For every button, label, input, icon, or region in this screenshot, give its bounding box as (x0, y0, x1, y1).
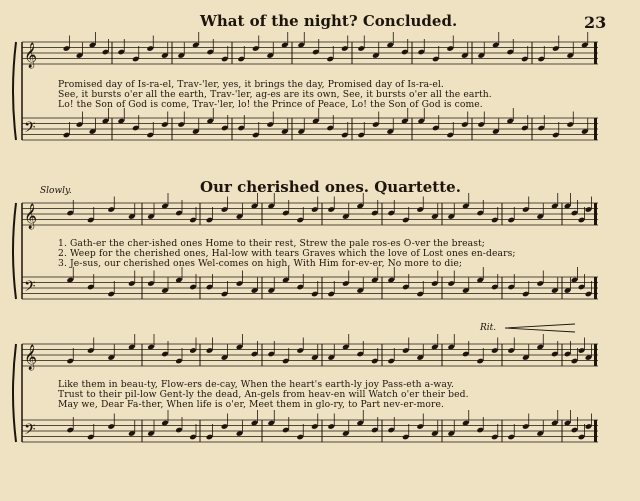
hymn2-line2-final-bar (594, 420, 597, 442)
hymn1-treble-clef: 𝄞 (24, 43, 38, 68)
hymn2-line1-final-bar (594, 203, 597, 225)
hymn2-line1-bass-clef: 𝄢 (24, 278, 36, 299)
hymn1-lyric-line-2: See, it bursts o'er all the earth, Trav-'ler, ag-es are its own, See, it bursts o'er all the earth. (58, 89, 492, 100)
hymn1-lyric-line-3: Lo! the Son of God is come, Trav-'ler, lo! the Prince of Peace, Lo! the Son of God is come. (58, 99, 483, 110)
hymn1-final-bar (594, 118, 597, 140)
hymn1-final-bar (594, 42, 597, 64)
hymn2-verse-1-part-1: 1. Gath-er the cher-ished ones Home to their rest, Strew the pale ros-es O-ver the breast; (58, 238, 485, 249)
hymn1-bass-clef: 𝄢 (24, 119, 36, 140)
hymn2-verse-3-part-1: 3. Je-sus, our cherished ones Wel-comes on high, With Him for-ev-er, No more to die; (58, 258, 463, 269)
hymn1-brace (13, 42, 16, 140)
hymn2-verse-3-part-2: May we, Dear Fa-ther, When life is o'er, Meet them in glo-ry, to Part nev-er-more. (58, 399, 445, 410)
hymn2-line2-treble-clef: 𝄞 (24, 345, 38, 370)
hymn2-line2-brace (13, 344, 16, 442)
hymn2-verse-1-part-2: Like them in beau-ty, Flow-ers de-cay, When the heart's earth-ly joy Pass-eth a-way. (58, 379, 455, 390)
hymn2-verse-2-part-2: Trust to their pil-low Gent-ly the dead, An-gels from heav-en will Watch o'er their bed. (58, 389, 469, 400)
hymn1-title: What of the night? Concluded. (200, 12, 458, 30)
hairpin (505, 324, 575, 332)
hymn2-line2-final-bar (594, 344, 597, 366)
hymn2-line1-brace (13, 203, 16, 299)
page-number: 23 (584, 13, 607, 32)
hymn2-title: Our cherished ones. Quartette. (200, 178, 461, 196)
ritardando-marking: Rit. (480, 323, 497, 333)
hymn2-verse-2-part-1: 2. Weep for the cherished ones, Hal-low with tears Graves which the love of Lost ones en-dears; (58, 248, 516, 259)
tempo-marking: Slowly. (40, 186, 72, 196)
hymn2-line1-final-bar (594, 277, 597, 299)
hymn2-line1-treble-clef: 𝄞 (24, 204, 38, 229)
hymn1-lyric-line-1: Promised day of Is-ra-el, Trav-'ler, yes, it brings the day, Promised day of Is-ra-el. (58, 79, 444, 90)
hymn2-line2-bass-clef: 𝄢 (24, 421, 36, 442)
